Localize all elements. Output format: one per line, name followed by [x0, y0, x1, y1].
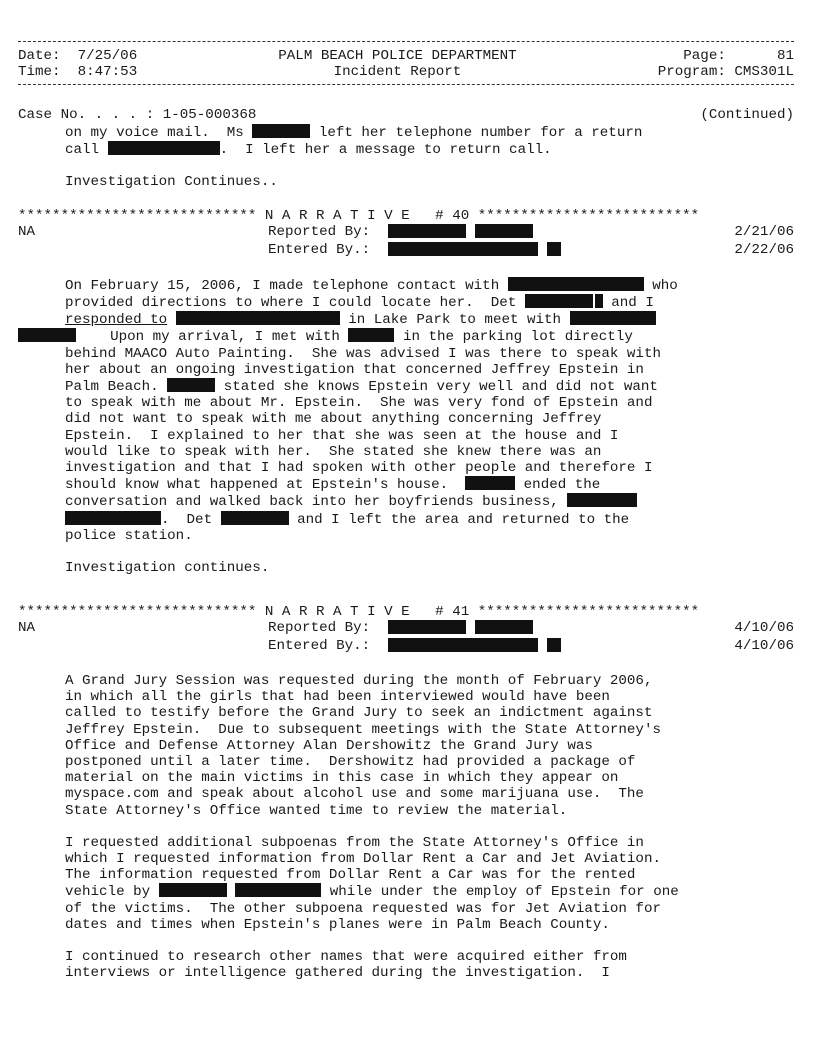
reported-date: 4/10/06	[734, 620, 794, 637]
page-number: 81	[776, 48, 794, 64]
redaction-box	[595, 294, 603, 308]
program-value: CMS301L	[734, 64, 794, 81]
entered-date: 4/10/06	[734, 637, 794, 654]
redaction-box	[525, 294, 593, 308]
narrative-code: NA	[18, 620, 36, 637]
time-label: Time:	[18, 64, 61, 81]
redaction-box	[167, 378, 215, 392]
redaction-box	[547, 242, 561, 256]
report-type: Incident Report	[333, 64, 462, 81]
case-continuation	[18, 107, 794, 190]
reported-by-row	[18, 620, 794, 637]
redaction-box	[388, 620, 466, 634]
case-number: Case No. . . . : 1-05-000368	[18, 107, 257, 124]
redaction-box	[235, 883, 321, 897]
page-label: Page:	[683, 48, 726, 64]
header-right	[658, 48, 794, 80]
header-left	[18, 48, 137, 80]
redaction-box	[18, 328, 76, 342]
reported-by-label: Reported By:	[268, 224, 371, 241]
redaction-box	[108, 141, 220, 155]
redaction-box	[176, 311, 340, 325]
redaction-box	[388, 242, 538, 256]
program-label: Program:	[657, 64, 726, 81]
redaction-box	[567, 493, 637, 507]
entered-by-label: Entered By.:	[268, 637, 371, 654]
narrative-code: NA	[18, 224, 36, 241]
redaction-box	[475, 620, 533, 634]
redaction-box	[547, 638, 561, 652]
reported-by-label: Reported By:	[268, 620, 371, 637]
reported-by-row	[18, 224, 794, 241]
time-value: 8:47:53	[77, 64, 138, 81]
header-bottom-rule	[18, 84, 794, 85]
entered-by-row	[18, 638, 794, 655]
continued-label: (Continued)	[700, 107, 794, 124]
date-label: Date:	[18, 48, 61, 64]
redaction-box	[65, 511, 161, 525]
entered-date: 2/22/06	[734, 241, 794, 258]
narrative-41	[18, 604, 794, 981]
redaction-box	[475, 224, 533, 238]
redaction-box	[465, 476, 515, 490]
redaction-box	[348, 328, 394, 342]
narrative-banner: **************************** N A R R A T I V E # 41 **************************	[18, 604, 700, 621]
narrative-paragraph: I continued to research other names that were acquired either from interviews or intelligence gathered during the investigation. I	[65, 948, 627, 982]
case-text-line: call . I left her a message to return call.	[65, 141, 552, 158]
narrative-paragraph: A Grand Jury Session was requested during the month of February 2006, in which all the girls that had been interviewed would have been called to testify before the Grand Jury to seek an indictment against Jeffrey Epstein. Due to subsequent meetings with the State Attorney's Office and Defense Attorney Alan Dershowitz the Grand Jury was postponed until a later time. Dershowitz had provided a package of material on the main victims in this case in which they appear on myspace.com and speak about alcohol use and some marijuana use. The State Attorney's Office wanted time to review the material.	[65, 672, 661, 819]
investigation-continues: Investigation continues.	[65, 560, 270, 577]
case-line	[18, 107, 794, 123]
incident-report-page	[18, 41, 794, 981]
entered-by-label: Entered By.:	[268, 241, 371, 258]
department-name: PALM BEACH POLICE DEPARTMENT	[278, 48, 517, 64]
redaction-box	[388, 638, 538, 652]
investigation-continues: Investigation Continues..	[65, 174, 278, 191]
redaction-box	[159, 883, 227, 897]
case-text-line: on my voice mail. Ms left her telephone number for a return	[65, 124, 643, 141]
redaction-box	[252, 124, 310, 138]
narrative-paragraph: I requested additional subpoenas from the State Attorney's Office in which I requested information from Dollar Rent a Car and Jet Aviation. The information requested from Dollar Rent a Car was for the rented vehicle by while under the employ of Epstein for one of the victims. The other subpoena requested was for Jet Aviation for dates and times when Epstein's planes were in Palm Beach County.	[65, 834, 679, 933]
narrative-banner: **************************** N A R R A T I V E # 40 **************************	[18, 208, 700, 225]
report-header	[18, 42, 794, 84]
redaction-box	[508, 277, 644, 291]
date-value: 7/25/06	[77, 48, 138, 64]
redaction-box	[570, 311, 656, 325]
narrative-paragraph: On February 15, 2006, I made telephone contact with who provided directions to where I could locate her. Det and I responded to in Lake Park to meet with Upon my arrival, I met with in the parking lot directly behind MAACO Auto Painting. She was advised I was there to speak with her about an ongoing investigation that concerned Jeffrey Epstein in Palm Beach. stated she knows Epstein very well and did not want to speak with me about Mr. Epstein. She was very fond of Epstein and did not want to speak with me about anything concerning Jeffrey Epstein. I explained to her that she was seen at the house and I would like to speak with her. She stated she knew there was an investigation and that I had spoken with other people and therefore I should know what happened at Epstein's house. ended the conversation and walked back into her boyfriends business, . Det and I left the area and returned to the police station. Investigation continues.	[18, 277, 794, 576]
header-center	[278, 48, 516, 80]
reported-date: 2/21/06	[734, 224, 794, 241]
entered-by-row	[18, 242, 794, 259]
redaction-box	[388, 224, 466, 238]
narrative-40	[18, 208, 794, 576]
redaction-box	[221, 511, 289, 525]
